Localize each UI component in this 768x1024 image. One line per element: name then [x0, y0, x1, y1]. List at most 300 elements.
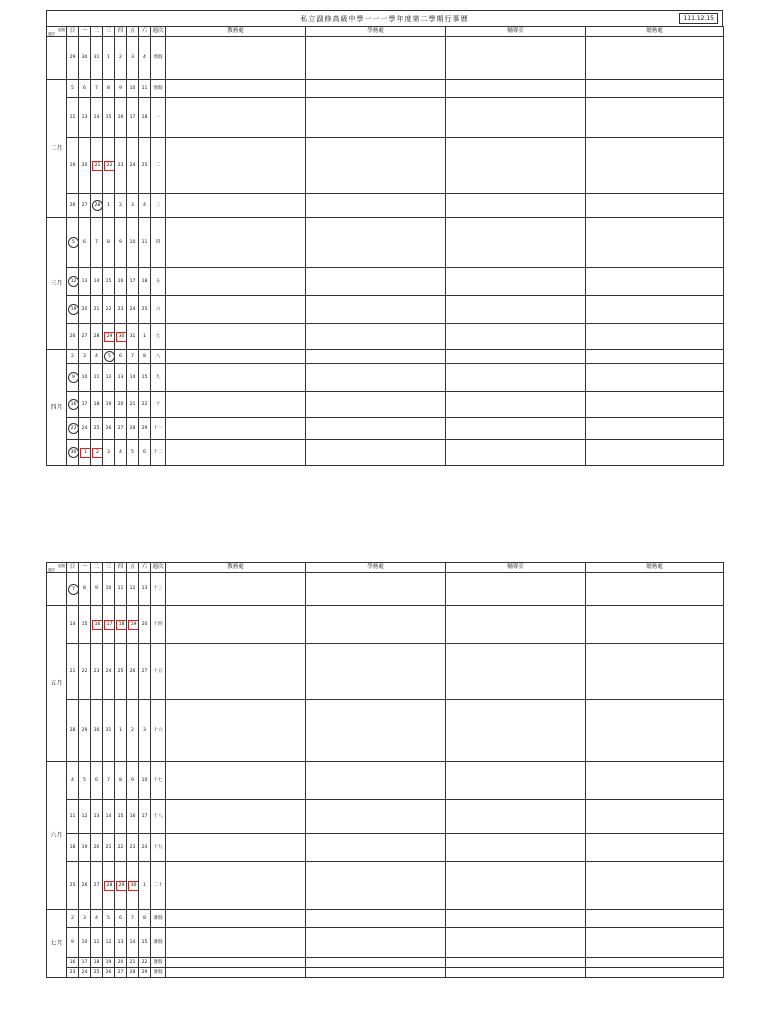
date-cell: [67, 218, 79, 268]
date-box-mark: 17: [104, 620, 115, 630]
event-text-cell: [166, 98, 306, 138]
date-cell: 1: [103, 37, 115, 80]
week-number-cell: 二十: [151, 862, 166, 910]
date-cell: 30: [91, 700, 103, 762]
event-text-cell: [446, 37, 586, 80]
event-text-cell: [446, 194, 586, 218]
date-cell: 10: [127, 80, 139, 98]
date-cell: 12: [79, 800, 91, 834]
date-cell: 9: [67, 928, 79, 958]
date-cell: [79, 440, 91, 466]
event-text-cell: [306, 194, 446, 218]
month-cell: 二月: [47, 80, 67, 218]
date-cell: [67, 440, 79, 466]
date-cell: 3: [79, 910, 91, 928]
date-cell: 12: [103, 928, 115, 958]
date-cell: 10: [127, 218, 139, 268]
event-text-cell: [166, 762, 306, 800]
event-text-cell: [166, 392, 306, 418]
date-cell: 20: [79, 296, 91, 324]
event-text-cell: [446, 834, 586, 862]
month-cell: 六月: [47, 762, 67, 910]
date-cell: [115, 862, 127, 910]
date-cell: 20: [91, 834, 103, 862]
event-text-cell: [306, 958, 446, 968]
date-cell: 16: [127, 800, 139, 834]
date-box-mark: 29: [104, 332, 115, 342]
event-text-cell: [586, 194, 724, 218]
event-text-cell: [166, 324, 306, 350]
date-cell: 27: [91, 862, 103, 910]
week-row: [47, 268, 724, 296]
weekday-header: 四: [115, 563, 127, 573]
date-cell: [67, 364, 79, 392]
date-cell: 3: [127, 194, 139, 218]
date-cell: 25: [67, 862, 79, 910]
date-cell: 13: [115, 928, 127, 958]
weekday-header: 三: [103, 563, 115, 573]
weekday-header: 日: [67, 563, 79, 573]
date-box-mark: 30: [116, 332, 127, 342]
date-cell: 20: [115, 958, 127, 968]
week-row: [47, 440, 724, 466]
event-text-cell: [166, 80, 306, 98]
calendar-title-row: [46, 10, 723, 26]
date-circle-mark: 19: [68, 304, 79, 315]
date-cell: 26: [103, 968, 115, 978]
office-column-header: 總務處: [586, 27, 724, 37]
date-cell: 22: [79, 644, 91, 700]
event-text-cell: [446, 910, 586, 928]
date-cell: 7: [127, 350, 139, 364]
event-text-cell: [586, 440, 724, 466]
office-column-header: 學務處: [306, 563, 446, 573]
date-cell: 29: [67, 37, 79, 80]
date-cell: 21: [127, 958, 139, 968]
date-cell: 11: [67, 800, 79, 834]
weekday-header: 二: [91, 27, 103, 37]
event-text-cell: [446, 968, 586, 978]
date-circle-mark: 23: [68, 423, 79, 434]
date-cell: 23: [115, 138, 127, 194]
date-cell: 11: [91, 928, 103, 958]
date-cell: 10: [103, 573, 115, 606]
office-column-header: 輔導室: [446, 563, 586, 573]
date-cell: [67, 573, 79, 606]
month-corner-cell: [47, 27, 67, 37]
week-number-cell: 十五: [151, 644, 166, 700]
calendar-title: 私立副修高級中學一一一學年度第二學期行事曆: [300, 14, 469, 23]
date-cell: 18: [91, 392, 103, 418]
event-text-cell: [306, 324, 446, 350]
date-cell: 21: [91, 296, 103, 324]
date-cell: 29: [139, 968, 151, 978]
date-cell: 2: [127, 700, 139, 762]
event-text-cell: [166, 350, 306, 364]
event-text-cell: [306, 968, 446, 978]
event-text-cell: [306, 834, 446, 862]
weekday-header: 六: [139, 27, 151, 37]
date-cell: 7: [91, 218, 103, 268]
event-text-cell: [446, 268, 586, 296]
date-cell: 22: [139, 958, 151, 968]
week-number-cell: 十一: [151, 418, 166, 440]
week-row: [47, 606, 724, 644]
month-cell: 七月: [47, 910, 67, 978]
date-box-mark: 16: [92, 620, 103, 630]
date-cell: 8: [103, 218, 115, 268]
date-cell: [91, 138, 103, 194]
date-cell: [103, 324, 115, 350]
weekday-header: 五: [127, 27, 139, 37]
date-cell: 2: [115, 37, 127, 80]
week-number-cell: 暑假: [151, 958, 166, 968]
event-text-cell: [446, 862, 586, 910]
calendar-body: [47, 37, 724, 466]
week-number-cell: 暑假: [151, 910, 166, 928]
date-cell: 1: [139, 324, 151, 350]
date-cell: 7: [103, 762, 115, 800]
calendar-header: [47, 27, 724, 37]
event-text-cell: [446, 350, 586, 364]
date-circle-mark: 7: [68, 584, 79, 595]
date-cell: [91, 440, 103, 466]
calendar-table: [46, 562, 724, 978]
week-header: 週次: [151, 563, 166, 573]
date-cell: 25: [139, 296, 151, 324]
date-cell: [91, 606, 103, 644]
event-text-cell: [586, 296, 724, 324]
week-row: [47, 392, 724, 418]
week-number-cell: 十二: [151, 440, 166, 466]
event-text-cell: [166, 37, 306, 80]
event-text-cell: [166, 418, 306, 440]
event-text-cell: [306, 138, 446, 194]
event-text-cell: [586, 606, 724, 644]
event-text-cell: [446, 573, 586, 606]
date-cell: 12: [67, 98, 79, 138]
date-cell: 9: [91, 573, 103, 606]
date-cell: [103, 350, 115, 364]
event-text-cell: [166, 194, 306, 218]
date-cell: 25: [115, 644, 127, 700]
calendar-sheet-2: [46, 562, 723, 978]
date-cell: 3: [79, 350, 91, 364]
week-number-cell: 一: [151, 98, 166, 138]
date-cell: 29: [139, 418, 151, 440]
date-cell: 5: [127, 440, 139, 466]
event-text-cell: [306, 80, 446, 98]
event-text-cell: [586, 968, 724, 978]
corner-top-label: 星期: [57, 563, 65, 568]
event-text-cell: [306, 644, 446, 700]
week-row: [47, 296, 724, 324]
date-cell: 6: [139, 440, 151, 466]
event-text-cell: [446, 440, 586, 466]
date-cell: 23: [67, 968, 79, 978]
event-text-cell: [586, 862, 724, 910]
date-cell: 11: [139, 80, 151, 98]
office-column-header: 總務處: [586, 563, 724, 573]
date-cell: 2: [115, 194, 127, 218]
event-text-cell: [306, 762, 446, 800]
date-cell: 14: [91, 98, 103, 138]
event-text-cell: [166, 440, 306, 466]
date-cell: 5: [103, 910, 115, 928]
date-cell: 1: [115, 700, 127, 762]
month-cell: 五月: [47, 606, 67, 762]
date-cell: 16: [115, 98, 127, 138]
event-text-cell: [586, 910, 724, 928]
week-row: [47, 324, 724, 350]
date-cell: 2: [67, 910, 79, 928]
weekday-header: 六: [139, 563, 151, 573]
corner-top-label: 星期: [57, 27, 65, 32]
date-circle-mark: 5: [104, 351, 115, 362]
date-cell: 27: [79, 194, 91, 218]
week-row: [47, 80, 724, 98]
event-text-cell: [166, 573, 306, 606]
event-text-cell: [446, 606, 586, 644]
event-text-cell: [166, 910, 306, 928]
date-cell: [67, 392, 79, 418]
event-text-cell: [586, 350, 724, 364]
date-cell: 23: [127, 834, 139, 862]
week-number-cell: 十: [151, 392, 166, 418]
week-row: [47, 910, 724, 928]
date-cell: 24: [103, 644, 115, 700]
date-circle-mark: 9: [68, 372, 79, 383]
week-number-cell: 四: [151, 218, 166, 268]
event-text-cell: [306, 218, 446, 268]
date-cell: 16: [115, 268, 127, 296]
event-text-cell: [586, 573, 724, 606]
date-cell: 18: [139, 268, 151, 296]
date-cell: 10: [79, 928, 91, 958]
date-cell: 14: [127, 364, 139, 392]
calendar-body: [47, 573, 724, 978]
date-cell: 2: [67, 350, 79, 364]
date-cell: 14: [91, 268, 103, 296]
week-number-cell: 暑假: [151, 928, 166, 958]
date-cell: 28: [67, 700, 79, 762]
date-box-mark: 18: [116, 620, 127, 630]
event-text-cell: [586, 138, 724, 194]
week-number-cell: 五: [151, 268, 166, 296]
week-row: [47, 194, 724, 218]
date-cell: 11: [91, 364, 103, 392]
date-cell: 9: [115, 218, 127, 268]
weekday-header: 日: [67, 27, 79, 37]
date-cell: 6: [115, 350, 127, 364]
week-row: [47, 644, 724, 700]
date-box-mark: 30: [128, 881, 139, 891]
month-cell: [47, 37, 67, 80]
date-cell: 13: [139, 573, 151, 606]
event-text-cell: [446, 98, 586, 138]
date-cell: 4: [115, 440, 127, 466]
date-cell: 22: [139, 392, 151, 418]
date-cell: 12: [127, 573, 139, 606]
date-cell: 19: [103, 958, 115, 968]
event-text-cell: [166, 296, 306, 324]
event-text-cell: [166, 958, 306, 968]
event-text-cell: [446, 800, 586, 834]
month-cell: [47, 573, 67, 606]
date-cell: 28: [127, 418, 139, 440]
event-text-cell: [446, 392, 586, 418]
date-cell: 14: [67, 606, 79, 644]
event-text-cell: [166, 364, 306, 392]
date-cell: 6: [79, 80, 91, 98]
event-text-cell: [306, 37, 446, 80]
event-text-cell: [306, 606, 446, 644]
event-text-cell: [586, 37, 724, 80]
date-cell: 27: [79, 324, 91, 350]
date-cell: 20: [79, 138, 91, 194]
event-text-cell: [166, 606, 306, 644]
date-cell: 29: [79, 700, 91, 762]
date-cell: 14: [103, 800, 115, 834]
date-cell: 15: [139, 364, 151, 392]
week-row: [47, 762, 724, 800]
date-cell: [127, 862, 139, 910]
date-cell: 15: [79, 606, 91, 644]
week-number-cell: 三: [151, 194, 166, 218]
date-cell: 4: [139, 194, 151, 218]
event-text-cell: [306, 418, 446, 440]
date-cell: 8: [79, 573, 91, 606]
office-column-header: 教務處: [166, 563, 306, 573]
weekday-header: 二: [91, 563, 103, 573]
date-cell: 10: [79, 364, 91, 392]
event-text-cell: [446, 700, 586, 762]
event-text-cell: [586, 700, 724, 762]
date-cell: 9: [115, 80, 127, 98]
date-cell: 3: [103, 440, 115, 466]
date-cell: 26: [127, 644, 139, 700]
event-text-cell: [586, 392, 724, 418]
date-cell: 13: [91, 800, 103, 834]
weekday-header: 一: [79, 563, 91, 573]
event-text-cell: [446, 80, 586, 98]
event-text-cell: [166, 928, 306, 958]
event-text-cell: [586, 364, 724, 392]
week-row: [47, 573, 724, 606]
week-number-cell: 十六: [151, 700, 166, 762]
header-row: [47, 563, 724, 573]
date-cell: 31: [127, 324, 139, 350]
weekday-header: 一: [79, 27, 91, 37]
week-number-cell: 九: [151, 364, 166, 392]
weekday-header: 五: [127, 563, 139, 573]
event-text-cell: [166, 268, 306, 296]
date-cell: 19: [79, 834, 91, 862]
date-circle-mark: 12: [68, 276, 79, 287]
week-row: [47, 800, 724, 834]
date-cell: 15: [139, 928, 151, 958]
date-cell: 27: [115, 968, 127, 978]
date-cell: 3: [127, 37, 139, 80]
date-cell: 22: [115, 834, 127, 862]
event-text-cell: [166, 834, 306, 862]
date-cell: 17: [79, 392, 91, 418]
date-cell: [67, 268, 79, 296]
date-cell: 23: [91, 644, 103, 700]
date-cell: 15: [115, 800, 127, 834]
week-number-cell: 十八: [151, 800, 166, 834]
date-box-mark: 1: [80, 448, 91, 458]
date-cell: 13: [79, 268, 91, 296]
date-cell: 27: [115, 418, 127, 440]
week-row: [47, 98, 724, 138]
event-text-cell: [306, 800, 446, 834]
date-cell: 4: [91, 350, 103, 364]
date-box-mark: 19: [128, 620, 139, 630]
week-row: [47, 364, 724, 392]
calendar-header: [47, 563, 724, 573]
event-text-cell: [446, 644, 586, 700]
event-text-cell: [166, 800, 306, 834]
date-cell: 19: [103, 392, 115, 418]
event-text-cell: [446, 296, 586, 324]
event-text-cell: [586, 80, 724, 98]
event-text-cell: [166, 644, 306, 700]
date-cell: 18: [91, 958, 103, 968]
date-cell: 21: [67, 644, 79, 700]
date-cell: 3: [139, 700, 151, 762]
date-cell: [67, 296, 79, 324]
date-box-mark: 28: [104, 881, 115, 891]
event-text-cell: [446, 418, 586, 440]
week-number-cell: 六: [151, 296, 166, 324]
date-cell: 4: [67, 762, 79, 800]
week-header: 週次: [151, 27, 166, 37]
date-cell: 7: [127, 910, 139, 928]
date-cell: 30: [79, 37, 91, 80]
date-cell: 28: [91, 324, 103, 350]
date-cell: 26: [67, 194, 79, 218]
week-row: [47, 928, 724, 958]
month-cell: 三月: [47, 218, 67, 350]
date-cell: 18: [139, 98, 151, 138]
event-text-cell: [446, 218, 586, 268]
date-cell: 26: [79, 862, 91, 910]
date-cell: 8: [115, 762, 127, 800]
date-cell: 17: [127, 268, 139, 296]
date-cell: 25: [91, 968, 103, 978]
week-number-cell: 十三: [151, 573, 166, 606]
office-column-header: 教務處: [166, 27, 306, 37]
week-number-cell: 八: [151, 350, 166, 364]
date-cell: 12: [103, 364, 115, 392]
date-circle-mark: 28: [92, 200, 103, 211]
event-text-cell: [166, 700, 306, 762]
week-number-cell: 暑假: [151, 968, 166, 978]
corner-bottom-label: 週次: [48, 31, 56, 36]
date-cell: 26: [67, 324, 79, 350]
date-box-mark: 21: [92, 161, 103, 171]
date-cell: 17: [139, 800, 151, 834]
revision-date: 111.12.15: [679, 13, 718, 24]
event-text-cell: [306, 440, 446, 466]
event-text-cell: [586, 418, 724, 440]
event-text-cell: [446, 928, 586, 958]
date-cell: 13: [115, 364, 127, 392]
event-text-cell: [166, 968, 306, 978]
date-cell: 21: [103, 834, 115, 862]
week-row: [47, 418, 724, 440]
